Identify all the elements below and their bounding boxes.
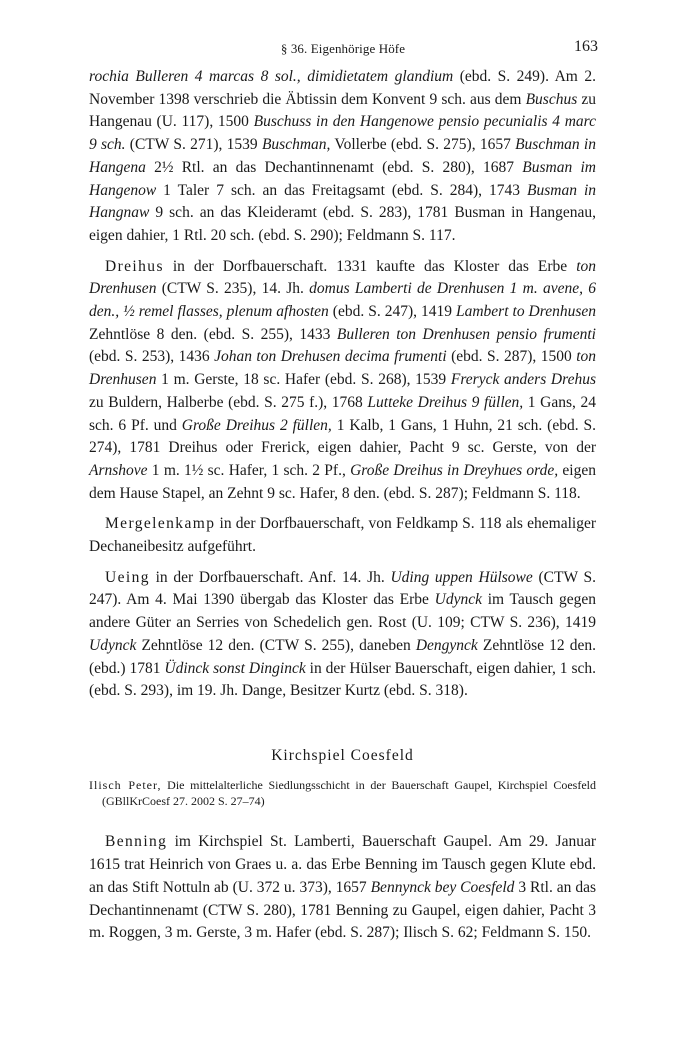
text-run: (CTW S. 247). Am 4. Mai 1390 übergab das Kloster das Erbe: [89, 568, 596, 609]
running-title: § 36. Eigenhörige Höfe: [280, 41, 406, 56]
text-run: Zehntlöse 8 den. (ebd. S. 255), 1433: [89, 325, 337, 343]
text-run: im Tausch gegen andere Güter an Serries von Schedelich gen. Rost (U. 109; CTW S. 236), 1419: [89, 591, 596, 632]
latin-citation: Uding uppen Hülsowe: [390, 568, 533, 586]
bibliography-entry: [89, 777, 596, 809]
paragraph-mergelenkamp: [89, 513, 596, 558]
paragraph-ueing: [89, 567, 596, 703]
text-run: 2½ Rtl. an das Dechantinnenamt (ebd. S. 280), 1687: [145, 158, 523, 176]
latin-citation: Lutteke Dreihus 9 füllen,: [367, 393, 524, 411]
text-run: in der Dorfbauerschaft, von Feldkamp S. 118 als ehemaliger Dechaneibesitz aufgeführt.: [89, 515, 596, 556]
text-run: 3 Rtl. an das Dechantinnenamt (CTW S. 280), 1781 Benning zu Gaupel, eigen dahier, Pacht 3 m. Roggen, 3 m. Gerste, 3 m. Hafer (ebd. S. 287); Ilisch S. 62; Feldmann S. 150.: [89, 878, 596, 942]
latin-citation: Busman im Hangenow: [89, 158, 596, 199]
latin-citation: Dengynck: [415, 636, 478, 654]
text-run: Vollerbe (ebd. S. 275), 1657: [330, 136, 516, 154]
bibliography-author: Ilisch Peter,: [89, 777, 162, 792]
paragraph-dreihus: [89, 256, 596, 506]
latin-citation: Bennynck bey Coesfeld: [370, 878, 515, 896]
text-run: in der Dorfbauerschaft. Anf. 14. Jh.: [149, 568, 391, 586]
text-run: (CTW S. 271), 1539: [125, 136, 262, 154]
entry-name: Benning: [105, 833, 168, 851]
text-run: (CTW S. 235), 14. Jh.: [156, 280, 310, 298]
latin-citation: ton Drenhusen: [89, 348, 596, 389]
latin-citation: ton Drenhusen: [89, 257, 596, 298]
latin-citation: Udynck: [89, 636, 137, 654]
latin-citation: Buschuss in den Hangenowe pensio pecunialis 4 marc 9 sch.: [89, 113, 596, 154]
text-run: in der Hülser Bauerschaft, eigen dahier, 1 sch. (ebd. S. 293), im 19. Jh. Dange, Besitzer Kurtz (ebd. S. 318).: [89, 659, 596, 700]
latin-citation: Lambert to Drenhusen: [455, 303, 597, 321]
latin-citation: Große Dreihus in Dreyhues orde,: [350, 461, 559, 479]
latin-citation: Üdinck sonst Dinginck: [164, 659, 306, 677]
latin-citation: domus Lamberti de Drenhusen 1 m. avene, 6 den., ½ remel flasses, plenum afhosten: [89, 280, 596, 321]
body-text: [89, 66, 596, 953]
text-run: 1 Gans, 24 sch. 6 Pf. und: [89, 393, 596, 434]
text-run: (ebd. S. 253), 1436: [89, 348, 215, 366]
latin-citation: Johan ton Drehusen decima frumenti: [214, 348, 447, 366]
text-run: (ebd. S. 247), 1419: [328, 303, 456, 321]
text-run: 1 m. 1½ sc. Hafer, 1 sch. 2 Pf.,: [147, 461, 351, 479]
text-run: (ebd. S. 287), 1500: [446, 348, 577, 366]
running-head: [88, 38, 598, 60]
paragraph-buschus-continuation: [89, 66, 596, 248]
latin-citation: rochia Bulleren 4 marcas 8 sol., dimidietatem glandium: [89, 68, 454, 85]
latin-citation: Große Dreihus 2 füllen,: [181, 416, 332, 434]
paragraph-benning: [89, 831, 596, 945]
bibliography-title: Die mittelalterliche Siedlungsschicht in der Bauerschaft Gaupel, Kirchspiel Coesfeld (GBllKrCoesf 27. 2002 S. 27–74): [102, 777, 596, 809]
text-run: Zehntlöse 12 den. (CTW S. 255), daneben: [136, 636, 416, 654]
entry-name: Mergelenkamp: [105, 515, 216, 533]
text-run: in der Dorfbauerschaft. 1331 kaufte das Kloster das Erbe: [163, 257, 577, 275]
latin-citation: Buschman,: [261, 136, 331, 154]
entry-name: Dreihus: [105, 257, 164, 275]
text-run: 1 Taler 7 sch. an das Freitagsamt (ebd. S. 284), 1743: [156, 181, 528, 199]
text-run: (ebd. S. 249). Am 2. November 1398 verschrieb die Äbtissin dem Konvent 9 sch. aus dem: [89, 68, 597, 108]
text-run: im Kirchspiel St. Lamberti, Bauerschaft Gaupel. Am 29. Januar 1615 trat Heinrich von Graes u. a. das Erbe Benning im Tausch gegen Klute ebd. an das Stift Nottuln ab (U. 372 u. 373), 1657: [89, 833, 596, 896]
latin-citation: Buschus: [525, 90, 578, 108]
latin-citation: Bulleren ton Drenhusen pensio frumenti: [336, 325, 596, 343]
text-run: eigen dem Hause Stapel, an Zehnt 9 sc. Hafer, 8 den. (ebd. S. 287); Feldmann S. 118.: [89, 461, 596, 502]
latin-citation: Udynck: [434, 591, 482, 609]
text-run: 9 sch. an das Kleideramt (ebd. S. 283), 1781 Busman in Hangenau, eigen dahier, 1 Rtl. 20 sch. (ebd. S. 290); Feldmann S. 117.: [89, 204, 596, 244]
page-number: 163: [574, 38, 598, 55]
text-run: zu Hangenau (U. 117), 1500: [89, 90, 596, 131]
text-run: zu Buldern, Halberbe (ebd. S. 275 f.), 1768: [89, 393, 368, 411]
section-heading: Kirchspiel Coesfeld: [271, 746, 414, 764]
latin-citation: Busman in Hangnaw: [89, 181, 596, 222]
text-run: Zehntlöse 12 den. (ebd.) 1781: [89, 636, 596, 677]
text-run: 1 m. Gerste, 18 sc. Hafer (ebd. S. 268), 1539: [156, 371, 451, 389]
latin-citation: Arnshove: [89, 461, 148, 479]
latin-citation: Buschman in Hangena: [89, 136, 596, 176]
entry-name: Ueing: [105, 568, 150, 586]
text-run: 1 Kalb, 1 Gans, 1 Huhn, 21 sch. (ebd. S. 274), 1781 Dreihus oder Frerick, eigen dahier, Pacht 9 sc. Gerste, von der: [89, 416, 596, 457]
latin-citation: Freryck anders Drehus: [450, 371, 596, 389]
